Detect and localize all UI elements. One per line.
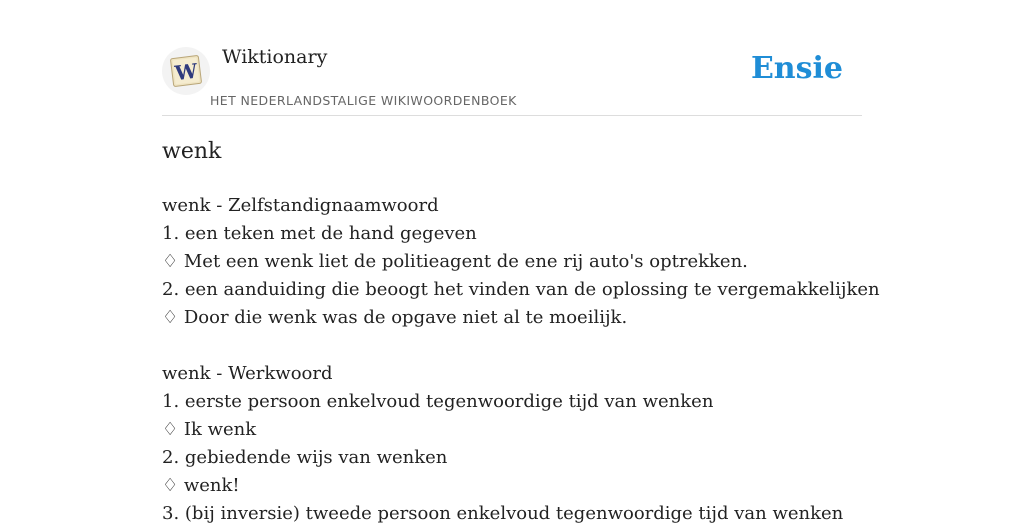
definition-item: 1. eerste persoon enkelvoud tegenwoordige tijd van wenken xyxy=(162,391,714,412)
entry-heading: wenk - Werkwoord xyxy=(162,363,333,384)
entry-spacer xyxy=(162,332,862,360)
example-sentence: ♢ Ik wenk xyxy=(162,419,257,440)
definition-item: 1. een teken met de hand gegeven xyxy=(162,223,477,244)
example-sentence: ♢ Met een wenk liet de politieagent de ene rij auto's optrekken. xyxy=(162,251,748,272)
site-header xyxy=(162,0,862,116)
definition-item: 2. een aanduiding die beoogt het vinden van de oplossing te vergemakkelijken xyxy=(162,279,880,300)
example-sentence: ♢ wenk! xyxy=(162,475,240,496)
logo-letter: W xyxy=(173,58,199,86)
ensie-brand-link[interactable]: Ensie xyxy=(750,51,843,86)
definition-item: 3. (bij inversie) tweede persoon enkelvoud tegenwoordige tijd van wenken xyxy=(162,503,844,524)
wiktionary-logo-icon[interactable] xyxy=(162,47,210,95)
example-sentence: ♢ Door die wenk was de opgave niet al te moeilijk. xyxy=(162,307,628,328)
entry-heading: wenk - Zelfstandignaamwoord xyxy=(162,195,439,216)
page xyxy=(162,0,880,524)
logo-tile xyxy=(167,52,205,90)
page-title: wenk xyxy=(162,139,222,164)
definition-item: 2. gebiedende wijs van wenken xyxy=(162,447,448,468)
definitions xyxy=(162,192,880,528)
site-tagline: HET NEDERLANDSTALIGE WIKIWOORDENBOEK xyxy=(210,93,517,108)
site-name[interactable]: Wiktionary xyxy=(222,46,328,68)
